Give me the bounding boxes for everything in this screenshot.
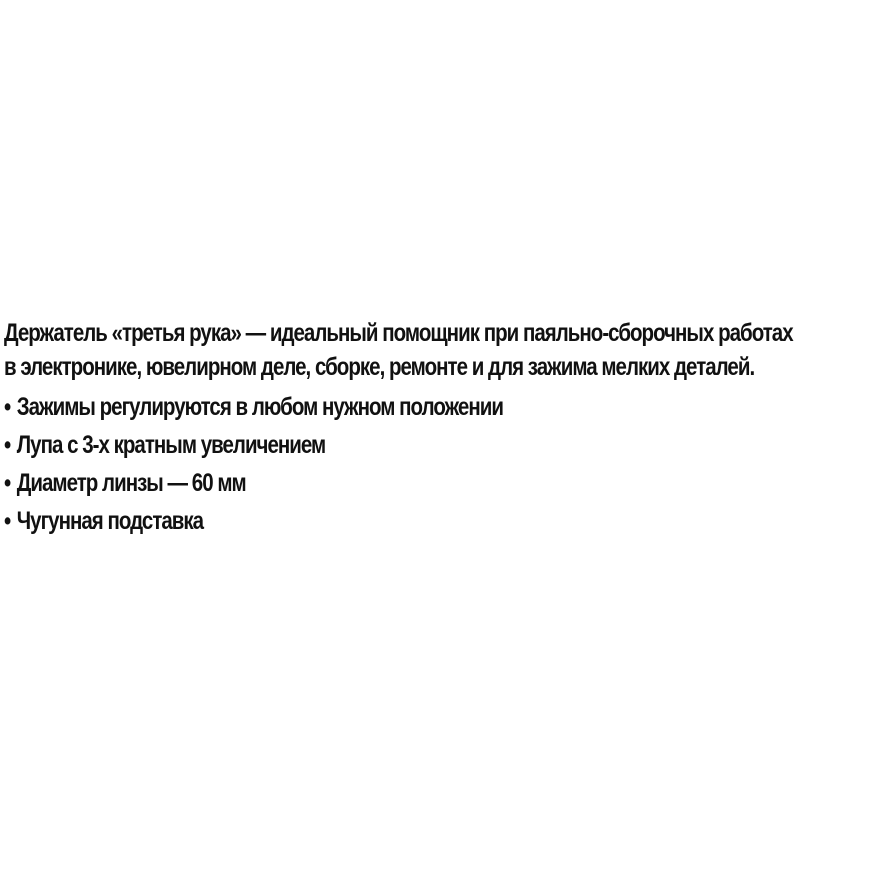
feature-list (4, 388, 712, 540)
bullet-icon: • (4, 469, 11, 497)
bullet-icon: • (4, 393, 11, 421)
intro-line-2: в электронике, ювелирном деле, сборке, ремонте и для зажима мелких деталей. (4, 353, 755, 381)
feature-text: Чугунная подставка (16, 507, 204, 535)
intro-paragraph (4, 316, 865, 384)
feature-text: Диаметр линзы — 60 мм (16, 469, 246, 497)
bullet-icon: • (4, 431, 11, 459)
feature-text: Зажимы регулируются в любом нужном положении (16, 393, 503, 421)
feature-item (4, 426, 712, 464)
product-description (4, 316, 868, 540)
bullet-icon: • (4, 507, 11, 535)
intro-line-1: Держатель «третья рука» — идеальный помощник при паяльно-сборочных работах (4, 319, 793, 347)
feature-item (4, 464, 712, 502)
feature-item (4, 388, 712, 426)
feature-text: Лупа с 3-х кратным увеличением (16, 431, 326, 459)
feature-item (4, 502, 712, 540)
